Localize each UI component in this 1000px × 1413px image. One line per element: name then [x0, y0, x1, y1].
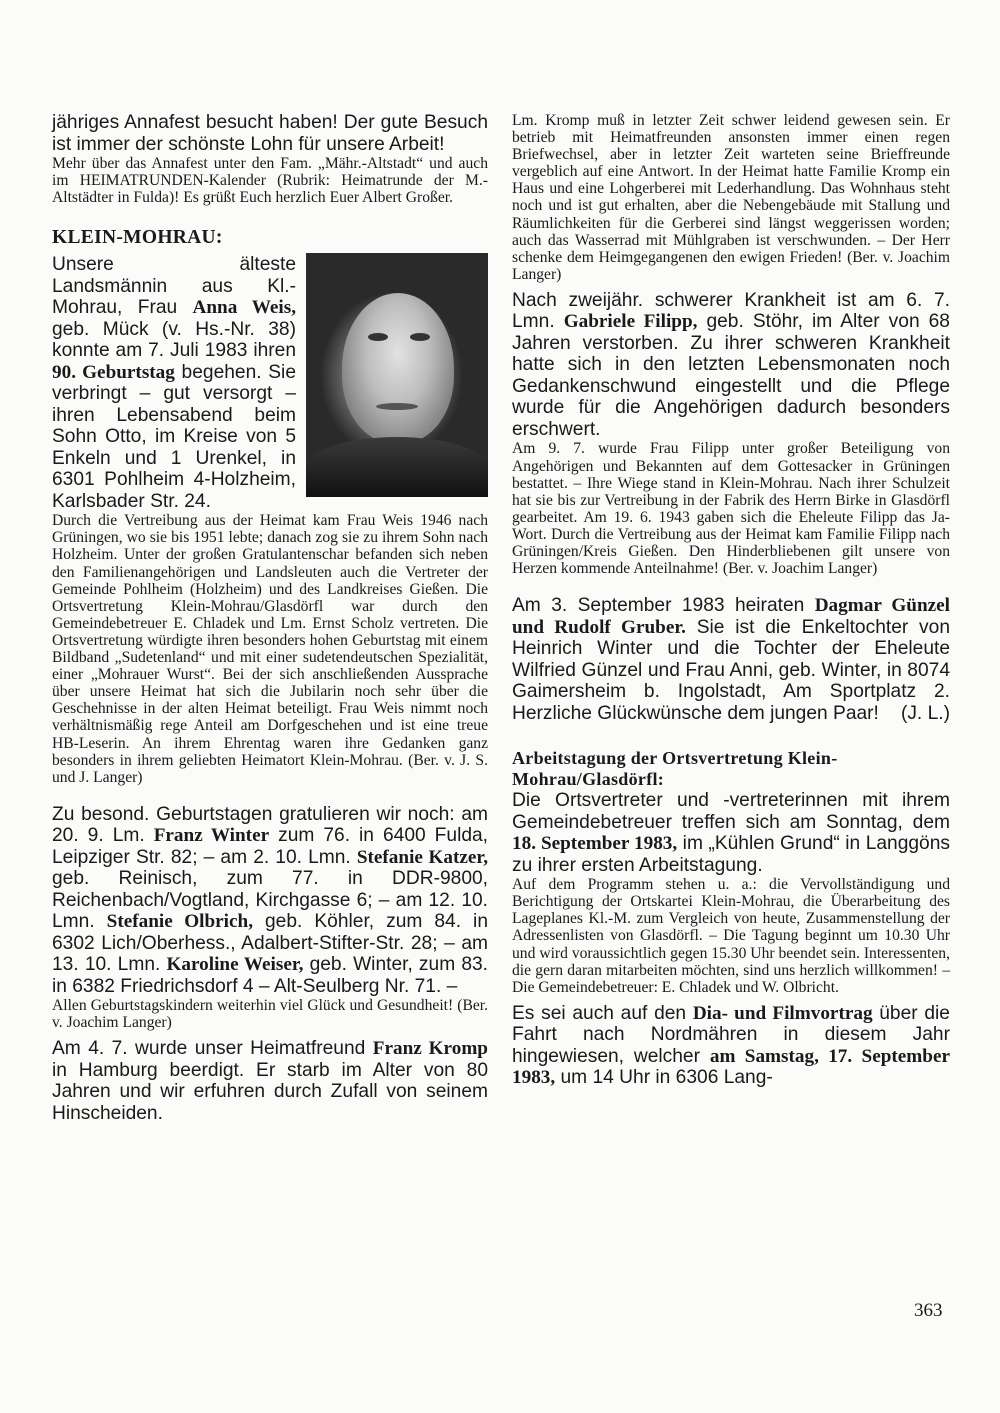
paragraph-anna-weis: Unsere älteste Landsmännin aus Kl.-Mohrau, Frau Anna Weis, geb. Mück (v. Hs.-Nr. 38) konnte am 7. Juli 1983 ihren 90. Geburtstag begehen. Sie verbringt – gut versorgt – ihren Lebensabend beim Sohn Otto, im Kreise von 5 Enkeln und 1 Urenkel, in 6301 Pohlheim 4-Holzheim, Karlsbader Str. 24. — [52, 254, 296, 512]
signature-jl: (J. L.) — [900, 702, 950, 724]
left-column — [52, 112, 488, 1124]
paragraph-birthday-wishes: Allen Geburtstagskindern weiterhin viel Glück und Gesundheit! (Ber. v. Joachim Langer) — [52, 997, 488, 1032]
paragraph-dia-vortrag: Es sei auch auf den Dia- und Filmvortrag über die Fahrt nach Nordmähren in diesem Jahr hingewiesen, welcher am Samstag, 17. September 1983, um 14 Uhr in 6306 Lang- — [512, 1002, 950, 1089]
paragraph-kromp-funeral: Am 4. 7. wurde unser Heimatfreund Franz Kromp in Hamburg beerdigt. Er starb im Alter von 80 Jahren und wir erfuhren durch Zufall von seinem Hinscheiden. — [52, 1038, 488, 1124]
portrait-photo — [306, 253, 488, 497]
name-anna-weis: Anna Weis, — [192, 297, 296, 319]
paragraph-program: Auf dem Programm stehen u. a.: die Vervollständigung und Berichtigung der Ortskartei Klein-Mohrau, die Überarbeitung des Lageplanes Kl.-M. zum Vergleich von heute, Zusammenstellung der Adressenlisten von Glasdörfl. – Die Tagung beginnt um 10.30 Uhr und wird voraussichtlich gegen 15.30 Uhr beendet sein. Interessenten, die gern daran mitarbeiten möchten, sind uns herzlich willkommen! – Die Gemeindebetreuer: E. Chladek und W. Olbricht. — [512, 876, 950, 996]
paragraph-weis-history: Durch die Vertreibung aus der Heimat kam Frau Weis 1946 nach Grüningen, wo sie bis 1951 lebte; danach zog sie zu ihrem Sohn nach Holzheim. Unter der großen Gratulantenschar befanden sich neben den Familienangehörigen und Landsleuten auch die Vertreter der Gemeinde Pohlheim (Holzheim) und des Landkreises Gießen. Die Ortsvertretung Klein-Mohrau/Glasdörfl war durch den Gemeindebetreuer E. Chladek und Lm. Ernst Scholz vertreten. Die Ortsvertretung würdigte ihren besonders hohen Geburtstag mit einem Bildband „Sudetenland“ und mit einer sudetendeutschen Spezialität, einer „Mohrauer Wurst“. Bei der sich anschließenden Aussprache über unsere Heimat hat sich die Jubilarin noch sehr über die Geschehnisse in der alten Heimat beteiligt. Frau Weis nimmt noch verhältnismäßig rege Anteil am Dorfgeschehen und ist eine treue HB-Leserin. An ihrem Ehrentag waren ihre Gedanken ganz besonders in ihrem geliebten Heimatort Klein-Mohrau. (Ber. v. J. S. und J. Langer) — [52, 512, 488, 786]
page-number: 363 — [914, 1300, 943, 1321]
right-column — [512, 112, 950, 1089]
paragraph-annafest-info: Mehr über das Annafest unter den Fam. „Mähr.-Altstadt“ und auch im HEIMATRUNDEN-Kalender (Rubrik: Heimatrunde der M.-Altstädter in Fulda)! Es grüßt Euch herzlich Euer Albert Großer. — [52, 155, 488, 207]
paragraph-filipp: Nach zweijähr. schwerer Krankheit ist am 6. 7. Lmn. Gabriele Filipp, geb. Stöhr, im Alter von 68 Jahren verstorben. Zu ihrer schweren Krankheit hatte sich in den letzten Lebensmonaten noch Gedankenschwund eingestellt und die Pflege wurde für die Angehörigen dadurch besonders erschwert. — [512, 289, 950, 440]
section-heading-arbeitstagung: Arbeitstagung der Ortsvertretung Klein-Mohrau/Glasdörfl: — [512, 748, 838, 790]
paragraph-arbeitstagung: Die Ortsvertreter und -vertreterinnen mit ihrem Gemeindebetreuer treffen sich am Sonntag, dem 18. September 1983, im „Kühlen Grund“ in Langgöns zu ihrer ersten Arbeitstagung. — [512, 790, 950, 876]
birthday-90: 90. Geburtstag — [52, 361, 175, 383]
paragraph-birthdays: Zu besond. Geburtstagen gratulieren wir noch: am 20. 9. Lm. Franz Winter zum 76. in 6400 Fulda, Leipziger Str. 82; – am 2. 10. Lmn. Stefanie Katzer, geb. Reinisch, zum 77. in DDR-9800, Reichenbach/Vogtland, Kirchgasse 6; – am 12. 10. Lmn. Stefanie Olbrich, geb. Köhler, zum 84. in 6302 Lich/Oberhess., Adalbert-Stifter-Str. 28; – am 13. 10. Lmn. Karoline Weiser, geb. Winter, zum 83. in 6382 Friedrichsdorf 4 – Alt-Seulberg Nr. 71. – — [52, 803, 489, 997]
paragraph-annafest: jähriges Annafest besucht haben! Der gute Besuch ist immer der schönste Lohn für unsere Arbeit! — [52, 112, 488, 155]
section-heading-klein-mohrau: KLEIN-MOHRAU: — [52, 227, 223, 249]
paragraph-kromp: Lm. Kromp muß in letzter Zeit schwer leidend gewesen sein. Er betrieb mit Heimatfreunden ansonsten immer einen regen Briefwechsel, aber in letzter Zeit warteten seine Brieffreunde vergeblich auf eine Antwort. In der Heimat hatte Familie Kromp ein Haus und eine Lohgerberei mit Lederhandlung. Das Wohnhaus steht noch und ist gut erhalten, aber die Nebengebäude mit Stallung und Räumlichkeiten für die Gerberei sind längst weggerissen worden; auch das Wasserrad mit Mühlgraben ist verschwunden. – Der Herr schenke dem Heimgegangenen den ewigen Frieden! (Ber. v. Joachim Langer) — [512, 112, 950, 283]
paragraph-filipp-funeral: Am 9. 7. wurde Frau Filipp unter großer Beteiligung von Angehörigen und Bekannten auf dem Gottesacker in Grüningen bestattet. – Ihre Wiege stand in Klein-Mohrau. Nach ihrer Schulzeit hat sie bis zur Vertreibung in der Fabrik des Herrn Birke in Glasdörfl gearbeitet. Am 19. 6. 1943 gaben sich die Eheleute Filipp das Ja-Wort. Durch die Vertreibung aus der Heimat kam Familie Filipp nach Grüningen/Kreis Gießen. Den Hinderbliebenen gilt unsere von Herzen kommende Anteilnahme! (Ber. v. Joachim Langer) — [512, 440, 950, 578]
paragraph-wedding: Am 3. September 1983 heiraten Dagmar Günzel und Rudolf Gruber. Sie ist die Enkeltochter von Heinrich Winter und die Tochter der Eheleute Wilfried Günzel und Frau Anni, geb. Winter, in 8074 Gaimersheim b. Ingolstadt, Am Sportplatz 2. Herzliche Glückwünsche dem jungen Paar! (J. L.) — [512, 595, 950, 724]
